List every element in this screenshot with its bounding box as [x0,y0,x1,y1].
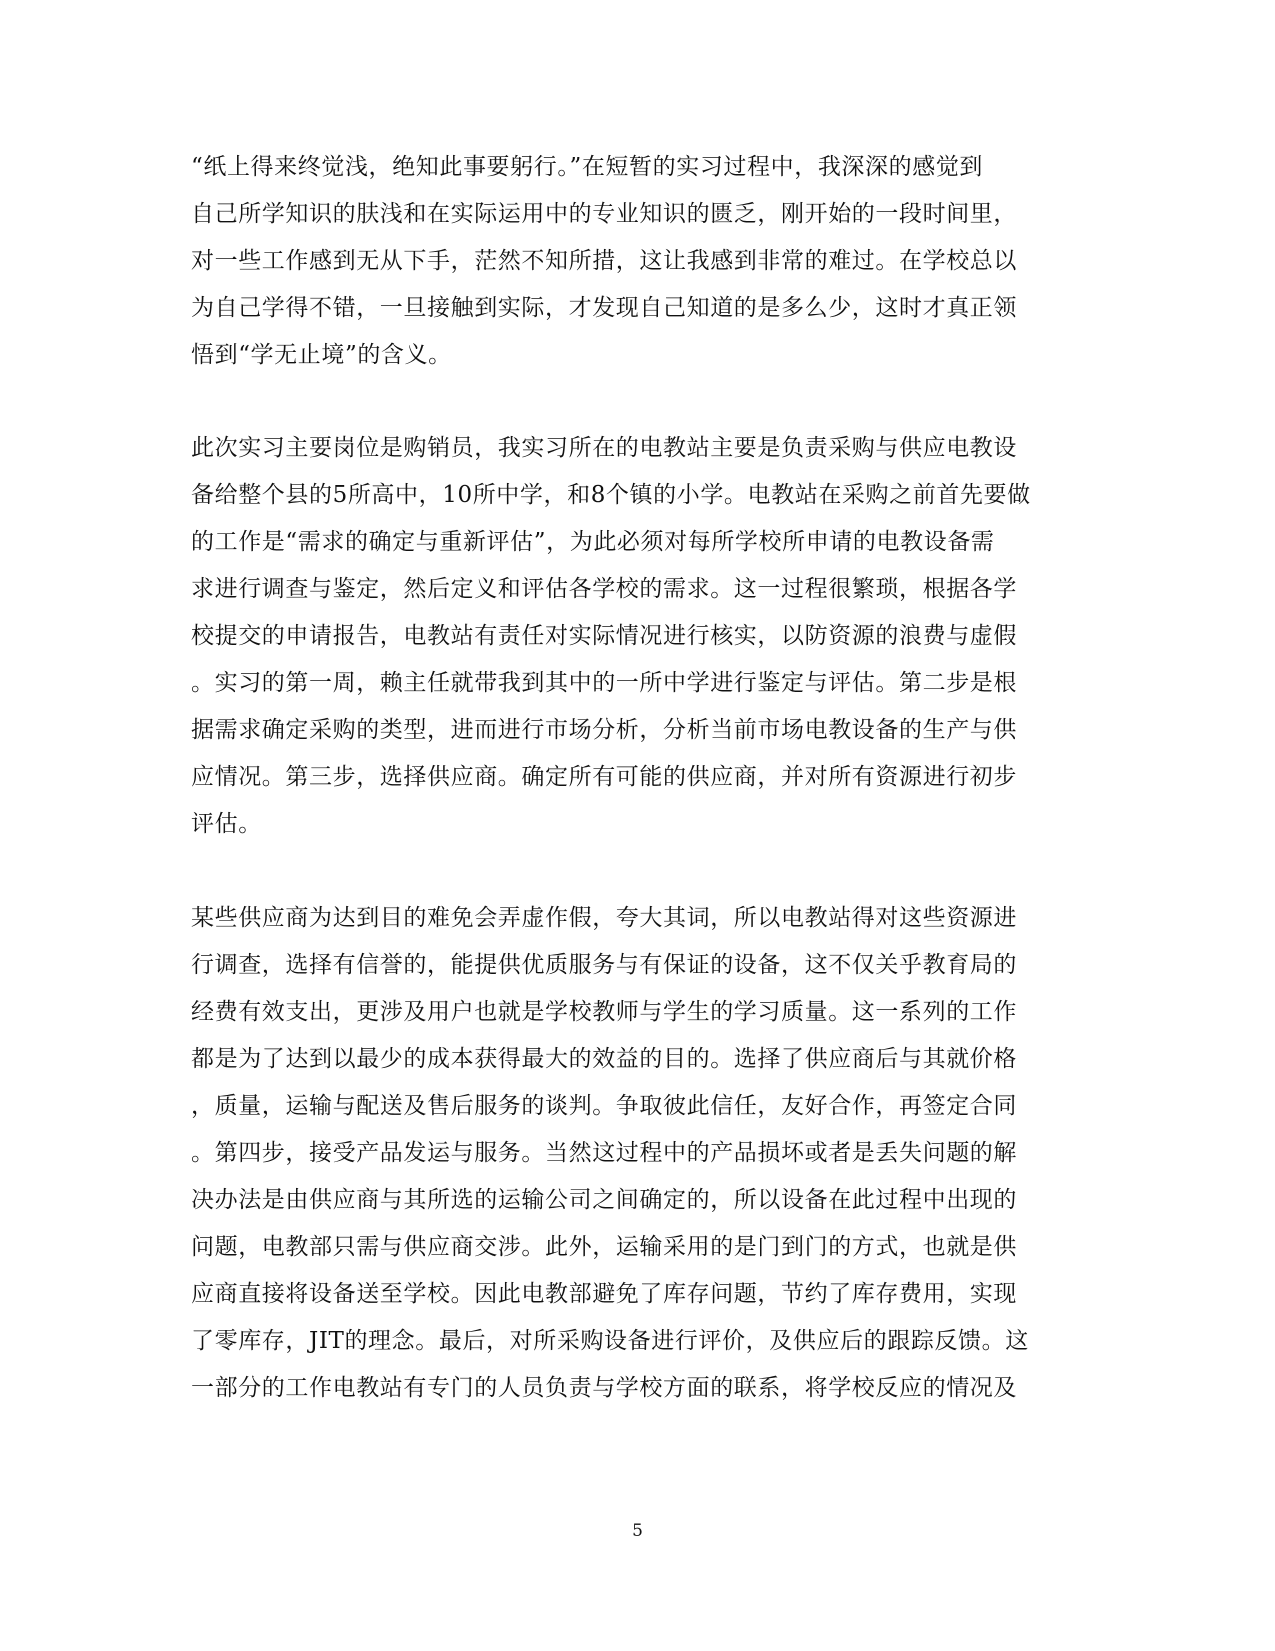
text-line: 对一些工作感到无从下手，茫然不知所措，这让我感到非常的难过。在学校总以 [191,248,1017,274]
text-line: “纸上得来终觉浅，绝知此事要躬行。”在短暂的实习过程中，我深深的感觉到 [191,154,984,180]
text-line: 应情况。第三步，选择供应商。确定所有可能的供应商，并对所有资源进行初步 [191,764,1017,790]
text-line: 了零库存，JIT的理念。最后，对所采购设备进行评价，及供应后的跟踪反馈。这 [191,1328,1029,1354]
text-line: 一部分的工作电教站有专门的人员负责与学校方面的联系，将学校反应的情况及 [191,1375,1017,1401]
text-line: 据需求确定采购的类型，进而进行市场分析，分析当前市场电教设备的生产与供 [191,717,1017,743]
text-line: 应商直接将设备送至学校。因此电教部避免了库存问题，节约了库存费用，实现 [191,1281,1017,1307]
text-line: 。实习的第一周，赖主任就带我到其中的一所中学进行鉴定与评估。第二步是根 [191,670,1017,696]
text-line: 行调查，选择有信誉的，能提供优质服务与有保证的设备，这不仅关乎教育局的 [191,952,1017,978]
text-line: 。第四步，接受产品发运与服务。当然这过程中的产品损坏或者是丢失问题的解 [191,1140,1017,1166]
text-line: 都是为了达到以最少的成本获得最大的效益的目的。选择了供应商后与其就价格 [191,1046,1017,1072]
text-line: 悟到“学无止境”的含义。 [191,342,452,368]
text-line: 某些供应商为达到目的难免会弄虚作假，夸大其词，所以电教站得对这些资源进 [191,905,1017,931]
text-line: 决办法是由供应商与其所选的运输公司之间确定的，所以设备在此过程中出现的 [191,1187,1017,1213]
text-line: 的工作是“需求的确定与重新评估”，为此必须对每所学校所申请的电教设备需 [191,529,995,555]
text-line: 校提交的申请报告，电教站有责任对实际情况进行核实，以防资源的浪费与虚假 [191,623,1017,649]
text-line: 自己所学知识的肤浅和在实际运用中的专业知识的匮乏，刚开始的一段时间里， [191,201,1017,227]
text-line: 此次实习主要岗位是购销员，我实习所在的电教站主要是负责采购与供应电教设 [191,435,1017,461]
text-line: ，质量，运输与配送及售后服务的谈判。争取彼此信任，友好合作，再签定合同 [191,1093,1017,1119]
text-line: 求进行调查与鉴定，然后定义和评估各学校的需求。这一过程很繁琐，根据各学 [191,576,1017,602]
text-line: 备给整个县的5所高中，10所中学，和8个镇的小学。电教站在采购之前首先要做 [191,482,1031,508]
page-number: 5 [632,1521,643,1541]
text-line: 为自己学得不错，一旦接触到实际，才发现自己知道的是多么少，这时才真正领 [191,295,1017,321]
text-line: 评估。 [191,811,262,837]
text-line: 经费有效支出，更涉及用户也就是学校教师与学生的学习质量。这一系列的工作 [191,999,1017,1025]
text-line: 问题，电教部只需与供应商交涉。此外，运输采用的是门到门的方式，也就是供 [191,1234,1017,1260]
